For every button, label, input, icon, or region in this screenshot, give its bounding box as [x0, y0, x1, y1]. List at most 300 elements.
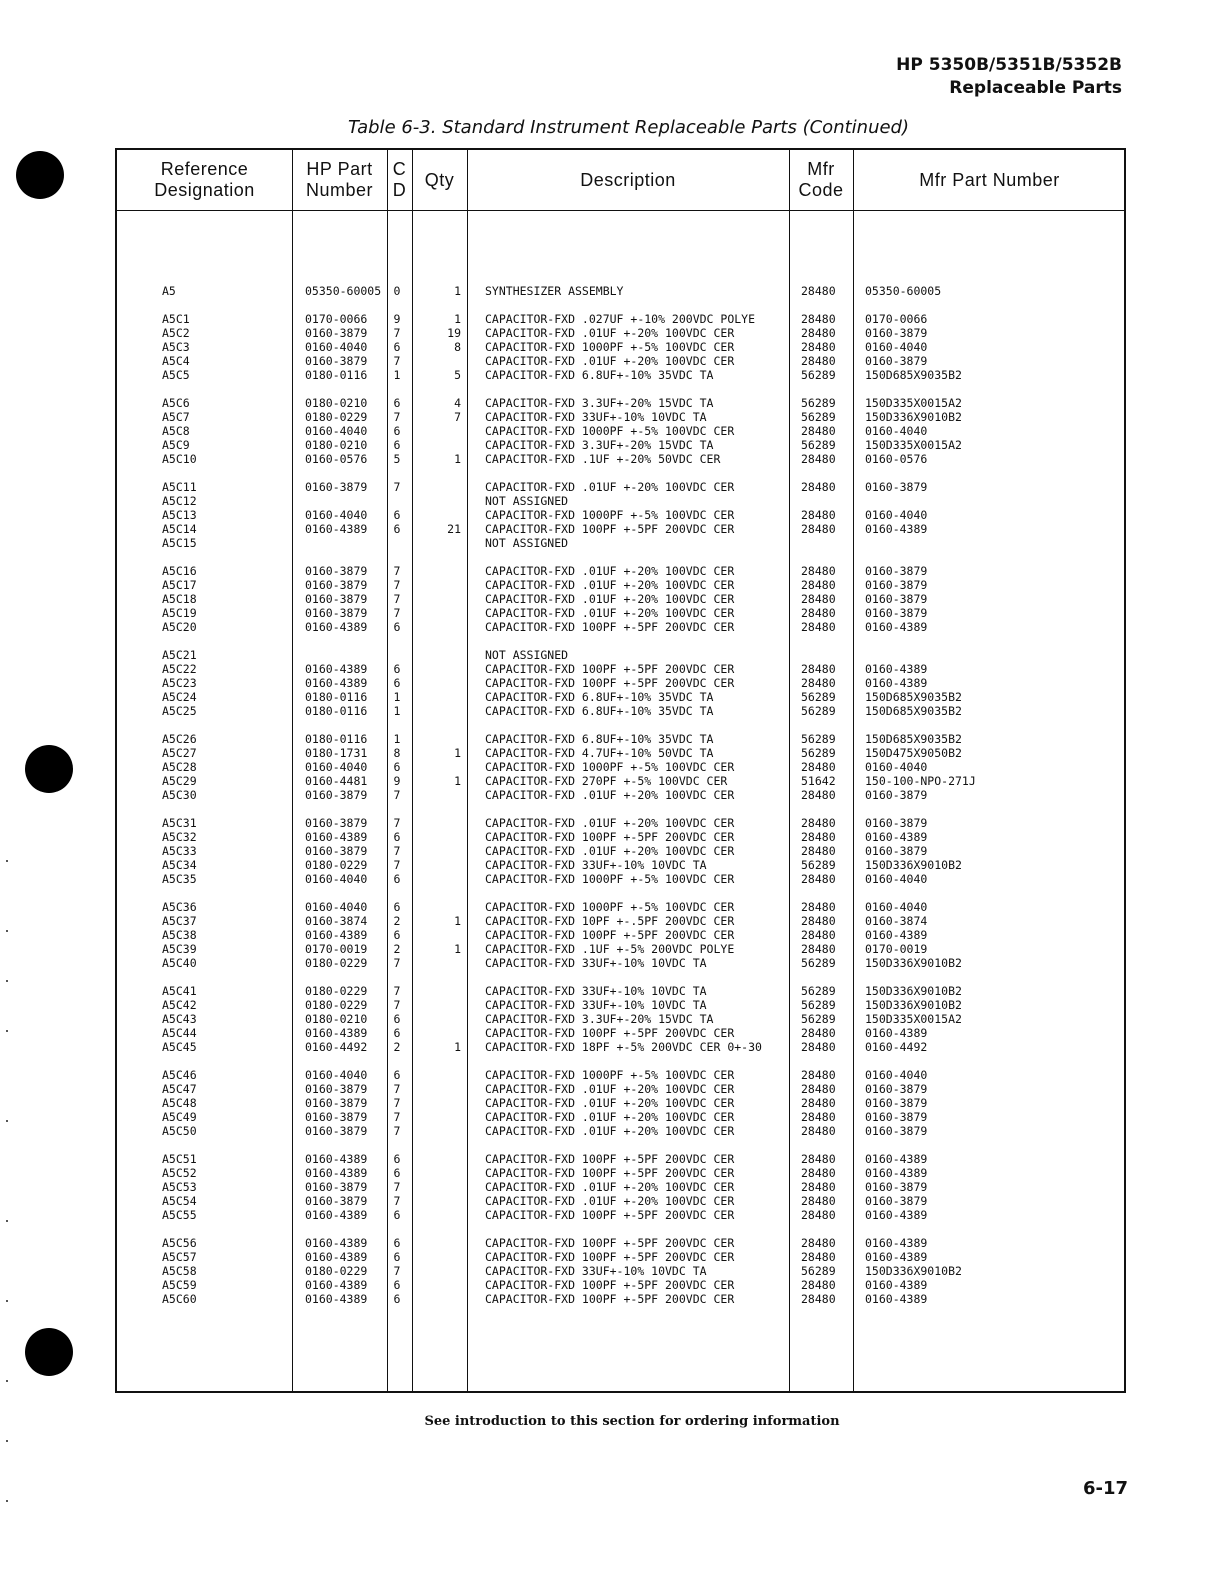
ref-designation: A5C54 — [162, 1194, 197, 1209]
description: CAPACITOR-FXD 100PF +-5PF 200VDC CER — [485, 928, 735, 943]
quantity: 1 — [454, 1040, 461, 1055]
check-digit: 6 — [393, 872, 401, 887]
check-digit: 7 — [393, 1110, 401, 1125]
mfr-code: 28480 — [801, 564, 836, 578]
mfr-code: 28480 — [801, 508, 836, 523]
mfr-part-number: 0170-0019 — [865, 942, 928, 957]
quantity: 1 — [454, 774, 461, 789]
table-row — [117, 844, 1124, 858]
mfr-code: 56289 — [801, 368, 836, 383]
hp-part-number: 0180-0210 — [305, 1012, 368, 1027]
table-row — [117, 452, 1124, 466]
table-row — [117, 984, 1124, 998]
mfr-part-number: 0160-4389 — [865, 1278, 928, 1293]
mfr-part-number: 0160-4389 — [865, 522, 928, 537]
mfr-part-number: 0160-4040 — [865, 508, 928, 523]
table-row — [117, 536, 1124, 550]
check-digit: 7 — [393, 592, 401, 607]
check-digit: 2 — [393, 914, 401, 929]
check-digit: 7 — [393, 1180, 401, 1195]
quantity: 4 — [454, 396, 461, 410]
ref-designation: A5C32 — [162, 830, 197, 845]
ref-designation: A5C53 — [162, 1180, 197, 1195]
check-digit: 6 — [393, 438, 401, 453]
check-digit: 6 — [393, 522, 401, 537]
mfr-part-number: 0160-0576 — [865, 452, 928, 467]
mfr-code: 28480 — [801, 1236, 836, 1250]
binder-hole — [16, 151, 64, 199]
check-digit: 6 — [393, 830, 401, 845]
table-row — [117, 1292, 1124, 1306]
ref-designation: A5C38 — [162, 928, 197, 943]
description: CAPACITOR-FXD 270PF +-5% 100VDC CER — [485, 774, 728, 789]
ref-designation: A5C15 — [162, 536, 197, 551]
mfr-code: 28480 — [801, 312, 836, 326]
hp-part-number: 0160-0576 — [305, 452, 368, 467]
check-digit: 7 — [393, 788, 401, 803]
col-header-mfr-part: Mfr Part Number — [919, 169, 1060, 190]
mfr-code: 28480 — [801, 620, 836, 635]
hp-part-number: 0160-4389 — [305, 830, 368, 845]
hp-part-number: 0160-4389 — [305, 676, 368, 691]
check-digit: 6 — [393, 1026, 401, 1041]
mfr-part-number: 150D336X9010B2 — [865, 410, 962, 425]
ref-designation: A5C59 — [162, 1278, 197, 1293]
mfr-part-number: 0160-4040 — [865, 900, 928, 914]
description: CAPACITOR-FXD 6.8UF+-10% 35VDC TA — [485, 368, 714, 383]
check-digit: 6 — [393, 676, 401, 691]
binder-hole — [25, 745, 73, 793]
hp-part-number: 0180-0229 — [305, 956, 368, 971]
mfr-part-number: 0160-3879 — [865, 1194, 928, 1209]
mfr-part-number: 150D335X0015A2 — [865, 1012, 962, 1027]
hp-part-number: 0180-0229 — [305, 998, 368, 1013]
description: CAPACITOR-FXD 1000PF +-5% 100VDC CER — [485, 508, 735, 523]
check-digit: 6 — [393, 900, 401, 914]
check-digit: 9 — [393, 774, 401, 789]
table-row — [117, 1194, 1124, 1208]
description: CAPACITOR-FXD .01UF +-20% 100VDC CER — [485, 1194, 735, 1209]
table-row — [117, 1152, 1124, 1166]
mfr-code: 28480 — [801, 1082, 836, 1097]
mfr-part-number: 0160-4040 — [865, 340, 928, 355]
hp-part-number: 0160-3879 — [305, 1194, 368, 1209]
hp-part-number: 0160-4389 — [305, 620, 368, 635]
check-digit: 6 — [393, 1278, 401, 1293]
ref-designation: A5C11 — [162, 480, 197, 494]
mfr-part-number: 0160-4389 — [865, 676, 928, 691]
description: CAPACITOR-FXD 4.7UF+-10% 50VDC TA — [485, 746, 714, 761]
table-row — [117, 1110, 1124, 1124]
mfr-code: 56289 — [801, 690, 836, 705]
hp-part-number: 0160-4389 — [305, 1236, 368, 1250]
ref-designation: A5C49 — [162, 1110, 197, 1125]
description: CAPACITOR-FXD 1000PF +-5% 100VDC CER — [485, 340, 735, 355]
description: CAPACITOR-FXD 100PF +-5PF 200VDC CER — [485, 1166, 735, 1181]
description: CAPACITOR-FXD 100PF +-5PF 200VDC CER — [485, 1152, 735, 1166]
hp-part-number: 0170-0019 — [305, 942, 368, 957]
table-row — [117, 396, 1124, 410]
mfr-part-number: 0160-3879 — [865, 788, 928, 803]
description: NOT ASSIGNED — [485, 648, 569, 662]
mfr-code: 28480 — [801, 844, 836, 859]
description: CAPACITOR-FXD .01UF +-20% 100VDC CER — [485, 480, 735, 494]
mfr-part-number: 0160-3879 — [865, 816, 928, 830]
description: CAPACITOR-FXD 1000PF +-5% 100VDC CER — [485, 424, 735, 439]
margin-marks — [6, 860, 10, 1540]
mfr-code: 56289 — [801, 732, 836, 746]
ref-designation: A5C47 — [162, 1082, 197, 1097]
table-row — [117, 284, 1124, 298]
ref-designation: A5C13 — [162, 508, 197, 523]
hp-part-number: 0160-3879 — [305, 592, 368, 607]
check-digit: 1 — [393, 732, 401, 746]
ref-designation: A5C22 — [162, 662, 197, 677]
table-row — [117, 312, 1124, 326]
hp-part-number: 0180-1731 — [305, 746, 368, 761]
ref-designation: A5C9 — [162, 438, 190, 453]
table-row — [117, 788, 1124, 802]
ref-designation: A5C30 — [162, 788, 197, 803]
hp-part-number: 0160-4389 — [305, 662, 368, 677]
mfr-part-number: 0170-0066 — [865, 312, 928, 326]
mfr-part-number: 0160-4040 — [865, 760, 928, 775]
description: CAPACITOR-FXD 100PF +-5PF 200VDC CER — [485, 1026, 735, 1041]
check-digit: 7 — [393, 1264, 401, 1279]
description: CAPACITOR-FXD .01UF +-20% 100VDC CER — [485, 606, 735, 621]
ref-designation: A5C27 — [162, 746, 197, 761]
hp-part-number: 0160-3879 — [305, 354, 368, 369]
description: CAPACITOR-FXD .01UF +-20% 100VDC CER — [485, 788, 735, 803]
mfr-part-number: 150D685X9035B2 — [865, 690, 962, 705]
table-row — [117, 1208, 1124, 1222]
mfr-code: 28480 — [801, 1180, 836, 1195]
hp-part-number: 0160-4389 — [305, 1278, 368, 1293]
mfr-part-number: 0160-3879 — [865, 592, 928, 607]
check-digit: 6 — [393, 508, 401, 523]
check-digit: 7 — [393, 956, 401, 971]
check-digit: 7 — [393, 1124, 401, 1139]
mfr-part-number: 0160-4389 — [865, 1026, 928, 1041]
mfr-part-number: 0160-3879 — [865, 1096, 928, 1111]
check-digit: 2 — [393, 942, 401, 957]
table-row — [117, 564, 1124, 578]
ref-designation: A5C58 — [162, 1264, 197, 1279]
hp-part-number: 0160-3879 — [305, 1124, 368, 1139]
ref-designation: A5C2 — [162, 326, 190, 341]
mfr-code: 56289 — [801, 984, 836, 998]
ref-designation: A5C48 — [162, 1096, 197, 1111]
ref-designation: A5C8 — [162, 424, 190, 439]
ref-designation: A5C36 — [162, 900, 197, 914]
description: CAPACITOR-FXD 3.3UF+-20% 15VDC TA — [485, 1012, 714, 1027]
mfr-code: 28480 — [801, 1194, 836, 1209]
mfr-part-number: 150D335X0015A2 — [865, 438, 962, 453]
hp-part-number: 0160-3874 — [305, 914, 368, 929]
table-row — [117, 1278, 1124, 1292]
description: CAPACITOR-FXD 100PF +-5PF 200VDC CER — [485, 1278, 735, 1293]
mfr-code: 56289 — [801, 704, 836, 719]
description: CAPACITOR-FXD 1000PF +-5% 100VDC CER — [485, 872, 735, 887]
check-digit: 7 — [393, 984, 401, 998]
description: CAPACITOR-FXD 100PF +-5PF 200VDC CER — [485, 676, 735, 691]
ref-designation: A5C21 — [162, 648, 197, 662]
mfr-part-number: 0160-4040 — [865, 1068, 928, 1082]
mfr-code: 28480 — [801, 354, 836, 369]
mfr-part-number: 150D336X9010B2 — [865, 984, 962, 998]
table-row — [117, 480, 1124, 494]
ref-designation: A5 — [162, 284, 176, 298]
hp-part-number: 0180-0229 — [305, 1264, 368, 1279]
ref-designation: A5C25 — [162, 704, 197, 719]
mfr-code: 28480 — [801, 1208, 836, 1223]
description: CAPACITOR-FXD .027UF +-10% 200VDC POLYE — [485, 312, 756, 326]
mfr-code: 28480 — [801, 830, 836, 845]
hp-part-number: 0160-4040 — [305, 1068, 368, 1082]
description: CAPACITOR-FXD .01UF +-20% 100VDC CER — [485, 844, 735, 859]
check-digit: 7 — [393, 480, 401, 494]
description: CAPACITOR-FXD 100PF +-5PF 200VDC CER — [485, 620, 735, 635]
description: CAPACITOR-FXD 100PF +-5PF 200VDC CER — [485, 1250, 735, 1265]
table-row — [117, 340, 1124, 354]
col-header-description: Description — [580, 169, 676, 190]
ref-designation: A5C40 — [162, 956, 197, 971]
table-row — [117, 858, 1124, 872]
description: CAPACITOR-FXD 18PF +-5% 200VDC CER 0+-30 — [485, 1040, 762, 1055]
description: CAPACITOR-FXD 10PF +-.5PF 200VDC CER — [485, 914, 735, 929]
quantity: 21 — [447, 522, 461, 537]
ref-designation: A5C12 — [162, 494, 197, 509]
mfr-part-number: 0160-3879 — [865, 1180, 928, 1195]
check-digit: 9 — [393, 312, 401, 326]
mfr-code: 56289 — [801, 998, 836, 1013]
description: CAPACITOR-FXD .01UF +-20% 100VDC CER — [485, 1082, 735, 1097]
mfr-code: 28480 — [801, 1250, 836, 1265]
mfr-part-number: 0160-3874 — [865, 914, 928, 929]
binder-hole — [25, 1328, 73, 1376]
mfr-part-number: 0160-4389 — [865, 1236, 928, 1250]
quantity: 1 — [454, 452, 461, 467]
table-row — [117, 816, 1124, 830]
ref-designation: A5C23 — [162, 676, 197, 691]
mfr-part-number: 05350-60005 — [865, 284, 942, 298]
description: CAPACITOR-FXD 6.8UF+-10% 35VDC TA — [485, 690, 714, 705]
description: CAPACITOR-FXD 100PF +-5PF 200VDC CER — [485, 1292, 735, 1307]
ref-designation: A5C4 — [162, 354, 190, 369]
check-digit: 6 — [393, 1152, 401, 1166]
ref-designation: A5C52 — [162, 1166, 197, 1181]
table-row — [117, 1012, 1124, 1026]
check-digit: 6 — [393, 1292, 401, 1307]
table-row — [117, 410, 1124, 424]
check-digit: 7 — [393, 410, 401, 425]
mfr-part-number: 150-100-NPO-271J — [865, 774, 976, 789]
check-digit: 6 — [393, 1208, 401, 1223]
ref-designation: A5C6 — [162, 396, 190, 410]
description: CAPACITOR-FXD .01UF +-20% 100VDC CER — [485, 1180, 735, 1195]
hp-part-number: 0160-3879 — [305, 326, 368, 341]
hp-part-number: 0160-3879 — [305, 578, 368, 593]
mfr-code: 28480 — [801, 1026, 836, 1041]
ref-designation: A5C56 — [162, 1236, 197, 1250]
mfr-code: 56289 — [801, 956, 836, 971]
description: CAPACITOR-FXD 100PF +-5PF 200VDC CER — [485, 1208, 735, 1223]
table-row — [117, 1236, 1124, 1250]
table-row — [117, 326, 1124, 340]
table-row — [117, 1096, 1124, 1110]
ref-designation: A5C1 — [162, 312, 190, 326]
mfr-code: 28480 — [801, 284, 836, 298]
check-digit: 7 — [393, 564, 401, 578]
hp-part-number: 0160-3879 — [305, 1096, 368, 1111]
quantity: 7 — [454, 410, 461, 425]
table-row — [117, 1026, 1124, 1040]
table-row — [117, 676, 1124, 690]
check-digit: 6 — [393, 340, 401, 355]
mfr-code: 56289 — [801, 396, 836, 410]
mfr-code: 56289 — [801, 858, 836, 873]
mfr-code: 28480 — [801, 578, 836, 593]
hp-part-number: 0160-4389 — [305, 1166, 368, 1181]
mfr-code: 56289 — [801, 410, 836, 425]
description: CAPACITOR-FXD .1UF +-20% 50VDC CER — [485, 452, 721, 467]
mfr-code: 28480 — [801, 872, 836, 887]
quantity: 1 — [454, 914, 461, 929]
table-row — [117, 998, 1124, 1012]
hp-part-number: 0180-0210 — [305, 438, 368, 453]
ref-designation: A5C16 — [162, 564, 197, 578]
check-digit: 7 — [393, 1194, 401, 1209]
hp-part-number: 0180-0229 — [305, 858, 368, 873]
ref-designation: A5C29 — [162, 774, 197, 789]
table-row — [117, 746, 1124, 760]
description: NOT ASSIGNED — [485, 494, 569, 509]
table-row — [117, 1124, 1124, 1138]
mfr-code: 56289 — [801, 746, 836, 761]
hp-part-number: 0160-3879 — [305, 816, 368, 830]
page-header — [896, 54, 1122, 100]
mfr-part-number: 150D685X9035B2 — [865, 368, 962, 383]
hp-part-number: 0160-4040 — [305, 760, 368, 775]
table-row — [117, 662, 1124, 676]
hp-part-number: 0160-4040 — [305, 424, 368, 439]
hp-part-number: 0160-3879 — [305, 1082, 368, 1097]
quantity: 1 — [454, 746, 461, 761]
mfr-code: 28480 — [801, 788, 836, 803]
hp-part-number: 0160-4040 — [305, 900, 368, 914]
ref-designation: A5C45 — [162, 1040, 197, 1055]
mfr-part-number: 0160-3879 — [865, 564, 928, 578]
quantity: 1 — [454, 942, 461, 957]
quantity: 19 — [447, 326, 461, 341]
table-row — [117, 872, 1124, 886]
description: CAPACITOR-FXD .01UF +-20% 100VDC CER — [485, 354, 735, 369]
table-row — [117, 1250, 1124, 1264]
mfr-code: 28480 — [801, 522, 836, 537]
check-digit: 8 — [393, 746, 401, 761]
hp-part-number: 0160-4389 — [305, 1292, 368, 1307]
mfr-code: 28480 — [801, 942, 836, 957]
hp-part-number: 0160-4389 — [305, 1026, 368, 1041]
parts-table — [115, 148, 1126, 1393]
description: CAPACITOR-FXD .01UF +-20% 100VDC CER — [485, 578, 735, 593]
description: CAPACITOR-FXD 33UF+-10% 10VDC TA — [485, 956, 707, 971]
check-digit: 6 — [393, 1236, 401, 1250]
mfr-part-number: 150D336X9010B2 — [865, 858, 962, 873]
check-digit: 0 — [393, 284, 401, 298]
ref-designation: A5C18 — [162, 592, 197, 607]
mfr-code: 28480 — [801, 1040, 836, 1055]
table-row — [117, 592, 1124, 606]
mfr-code: 28480 — [801, 662, 836, 677]
mfr-code: 56289 — [801, 1264, 836, 1279]
check-digit: 7 — [393, 844, 401, 859]
page-number: 6-17 — [1082, 1478, 1128, 1499]
quantity: 1 — [454, 284, 461, 298]
description: CAPACITOR-FXD 33UF+-10% 10VDC TA — [485, 410, 707, 425]
ref-designation: A5C20 — [162, 620, 197, 635]
description: CAPACITOR-FXD .01UF +-20% 100VDC CER — [485, 564, 735, 578]
description: CAPACITOR-FXD 1000PF +-5% 100VDC CER — [485, 900, 735, 914]
mfr-code: 28480 — [801, 1166, 836, 1181]
table-row — [117, 914, 1124, 928]
header-models: HP 5350B/5351B/5352B — [896, 55, 1122, 75]
hp-part-number: 0160-3879 — [305, 480, 368, 494]
table-row — [117, 368, 1124, 382]
hp-part-number: 0160-3879 — [305, 788, 368, 803]
table-row — [117, 1264, 1124, 1278]
mfr-part-number: 0160-4389 — [865, 1208, 928, 1223]
table-row — [117, 956, 1124, 970]
table-row — [117, 354, 1124, 368]
ref-designation: A5C34 — [162, 858, 197, 873]
hp-part-number: 0160-3879 — [305, 1110, 368, 1125]
ref-designation: A5C46 — [162, 1068, 197, 1082]
table-row — [117, 1166, 1124, 1180]
description: CAPACITOR-FXD 1000PF +-5% 100VDC CER — [485, 1068, 735, 1082]
description: CAPACITOR-FXD 1000PF +-5% 100VDC CER — [485, 760, 735, 775]
check-digit: 6 — [393, 1068, 401, 1082]
col-header-hp-part: HP Part Number — [305, 159, 374, 200]
mfr-part-number: 0160-3879 — [865, 844, 928, 859]
description: CAPACITOR-FXD 6.8UF+-10% 35VDC TA — [485, 704, 714, 719]
mfr-code: 28480 — [801, 676, 836, 691]
table-row — [117, 830, 1124, 844]
ref-designation: A5C39 — [162, 942, 197, 957]
hp-part-number: 0160-4492 — [305, 1040, 368, 1055]
description: CAPACITOR-FXD .01UF +-20% 100VDC CER — [485, 1110, 735, 1125]
description: NOT ASSIGNED — [485, 536, 569, 551]
table-row — [117, 424, 1124, 438]
mfr-part-number: 150D685X9035B2 — [865, 704, 962, 719]
table-row — [117, 928, 1124, 942]
check-digit: 7 — [393, 354, 401, 369]
hp-part-number: 05350-60005 — [305, 284, 382, 298]
ref-designation: A5C7 — [162, 410, 190, 425]
hp-part-number: 0160-4389 — [305, 928, 368, 943]
table-row — [117, 508, 1124, 522]
hp-part-number: 0160-4040 — [305, 340, 368, 355]
table-row — [117, 620, 1124, 634]
mfr-part-number: 150D336X9010B2 — [865, 998, 962, 1013]
mfr-code: 28480 — [801, 1278, 836, 1293]
description: CAPACITOR-FXD 33UF+-10% 10VDC TA — [485, 998, 707, 1013]
hp-part-number: 0170-0066 — [305, 312, 368, 326]
mfr-part-number: 0160-3879 — [865, 606, 928, 621]
hp-part-number: 0160-3879 — [305, 1180, 368, 1195]
col-header-cd: C D — [392, 159, 407, 200]
ref-designation: A5C26 — [162, 732, 197, 746]
